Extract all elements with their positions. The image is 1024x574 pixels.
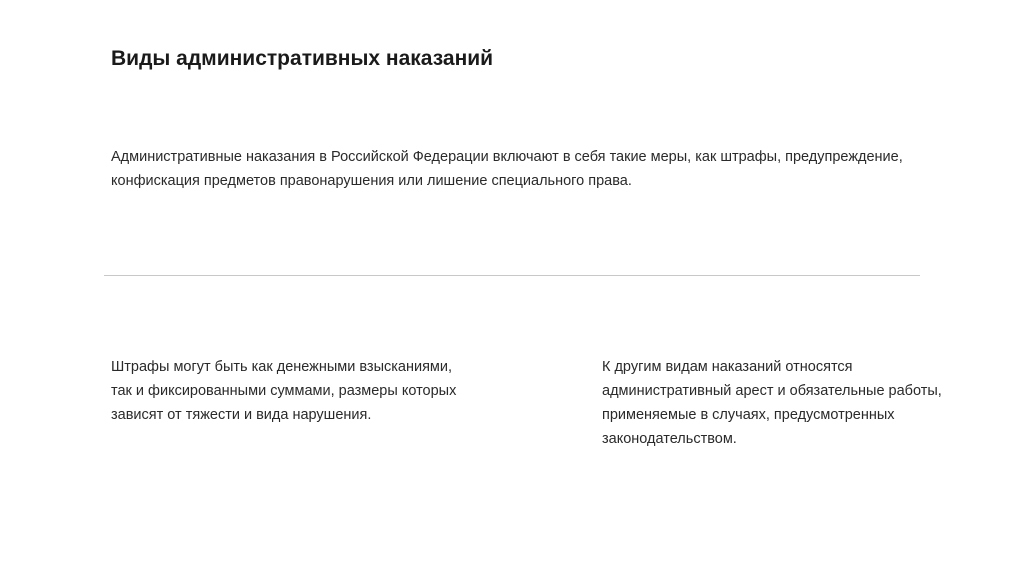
intro-line: Административные наказания в Российской Федерации включают в себя такие меры, как штрафы, предупреждение,	[111, 149, 903, 165]
horizontal-divider	[104, 275, 920, 276]
right-column-line: административный арест и обязательные работы,	[602, 383, 942, 399]
right-column-line: применяемые в случаях, предусмотренных	[602, 407, 895, 423]
right-column-line: законодательством.	[602, 431, 737, 447]
right-column-text	[602, 355, 942, 451]
intro-paragraph	[111, 145, 911, 193]
right-column-line: К другим видам наказаний относятся	[602, 359, 853, 375]
intro-line: конфискация предметов правонарушения или лишение специального права.	[111, 173, 632, 189]
left-column-text	[111, 355, 471, 427]
left-column-line: зависят от тяжести и вида нарушения.	[111, 407, 372, 423]
left-column-line: Штрафы могут быть как денежными взысканиями,	[111, 359, 453, 375]
slide-title: Виды административных наказаний	[111, 47, 494, 70]
left-column-line: так и фиксированными суммами, размеры которых	[111, 383, 457, 399]
